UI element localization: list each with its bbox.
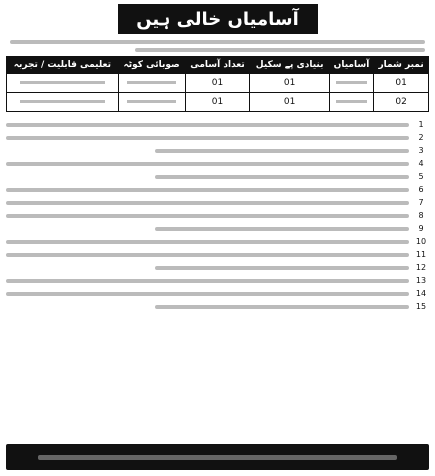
intro-line <box>10 40 425 44</box>
col-header-count: تعداد آسامی <box>185 57 250 74</box>
cell-quota <box>118 74 185 93</box>
col-header-quota: صوبائی کوٹہ <box>118 57 185 74</box>
page-title: آسامیاں خالی ہیں <box>118 4 318 34</box>
list-item: 3 <box>6 146 429 155</box>
cell-post <box>329 74 373 93</box>
intro-text <box>10 40 425 52</box>
vacancy-table <box>6 56 429 112</box>
col-header-sr: نمبر شمار <box>374 57 429 74</box>
table-row <box>7 93 429 112</box>
table-header-row <box>7 57 429 74</box>
footer-text-placeholder <box>38 455 398 460</box>
cell-sr: 01 <box>374 74 429 93</box>
cell-qualification <box>7 93 119 112</box>
list-item: 8 <box>6 211 429 220</box>
cell-count: 01 <box>185 93 250 112</box>
col-header-scale: بنیادی پے سکیل <box>250 57 329 74</box>
list-item: 6 <box>6 185 429 194</box>
list-item: 9 <box>6 224 429 233</box>
list-item: 10 <box>6 237 429 246</box>
list-item: 11 <box>6 250 429 259</box>
list-item: 1 <box>6 120 429 129</box>
table-row <box>7 74 429 93</box>
list-item: 4 <box>6 159 429 168</box>
cell-scale: 01 <box>250 93 329 112</box>
instructions-list <box>6 120 429 311</box>
list-item: 12 <box>6 263 429 272</box>
col-header-post: آسامیاں <box>329 57 373 74</box>
list-item: 7 <box>6 198 429 207</box>
cell-qualification <box>7 74 119 93</box>
list-item: 5 <box>6 172 429 181</box>
list-item: 13 <box>6 276 429 285</box>
cell-post <box>329 93 373 112</box>
footer-address-bar <box>6 444 429 470</box>
intro-line <box>135 48 426 52</box>
col-header-qualification: تعلیمی قابلیت / تجربہ <box>7 57 119 74</box>
cell-sr: 02 <box>374 93 429 112</box>
list-item: 14 <box>6 289 429 298</box>
cell-quota <box>118 93 185 112</box>
cell-count: 01 <box>185 74 250 93</box>
cell-scale: 01 <box>250 74 329 93</box>
list-item: 2 <box>6 133 429 142</box>
list-item: 15 <box>6 302 429 311</box>
